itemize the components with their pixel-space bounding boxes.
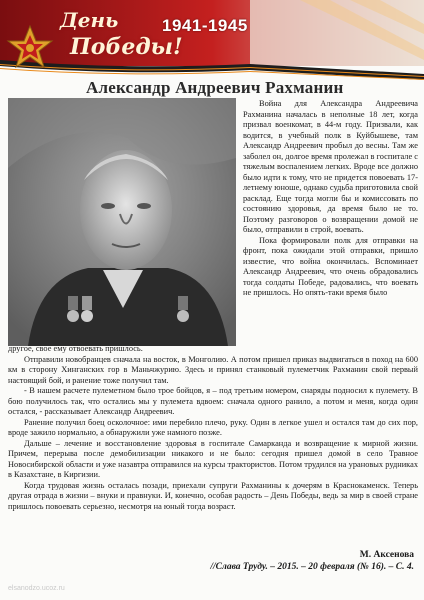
portrait-illustration [8, 98, 236, 346]
source-citation: //Слава Труду. – 2015. – 20 февраля (№ 16). – С. 4. [210, 562, 414, 572]
paragraph: Война для Александра Андреевича Рахманина началась в неполные 18 лет, когда призвал военкомат, в 44-м году. Призвали, как водится, в учебный полк в Куйбышеве, там Александр Андреевич пробыл до весны. Там же заболел он, долгое время пролежал в госпитале с тяжелым воспалением легких. Вроде все должно было идти к тому, что не придется повоевать 17-летнему юноше, однако судьба приготовила свой расклад. Еще тогда могли бы и комиссовать по состоянию здоровья, да время было не то. Поэтому разговоров о возвращении домой не было, отправили в строй, воевать. [243, 99, 418, 234]
paragraph: Пока формировали полк для отправки на фронт, пока ожидали этой отправки, пришло известие, что война окончилась. Вспоминает Александр Андреевич, что очень обрадовались тогда солдаты Победе, радовались, что воевать не пришлось. Но опять-таки время было [243, 235, 418, 297]
article-text-bottom [8, 344, 418, 512]
paragraph-continuation: другое, свое ему отвоевать пришлось. [8, 344, 143, 353]
victory-day-banner [0, 0, 424, 80]
banner-script-victory: Победы! [70, 34, 183, 60]
paragraph: Отправили новобранцев сначала на восток, в Монголию. А потом пришел приказ выдвигаться в поход на 600 км в сторону Хинганских гор в Маньчжурию. Здесь и принял станковый пулеметчик Рахманин свой первый настоящий бой, и ранение тоже получил там. [8, 354, 418, 385]
article-text-right [243, 99, 418, 299]
portrait-photo [8, 98, 236, 346]
author-signature: М. Аксенова [359, 550, 414, 560]
paragraph: Дальше – лечение и восстановление здоровья в госпитале Самарканда и возвращение к мирной жизни. Причем, перерыва после демобилизации никакого и не было: сегодня пришел домой в село Травное Новосибирской области и уже назавтра отправился на курсы трактористов. Потом трудился на урановых рудниках в Казахстане, в Киргизии. [8, 438, 418, 479]
banner-years: 1941-1945 [162, 16, 248, 35]
article-title: Александр Андреевич Рахманин [86, 78, 344, 97]
paragraph: Ранение получил боец осколочное: ими перебило плечо, руку. Один в легкое ушел и остался там до сих пор, вроде зажило нормально, а обнаружили уже намного позже. [8, 417, 418, 437]
paragraph: - В нашем расчете пулеметном было трое бойцов, я – под третьим номером, снаряды подносил к пулемету. В бою получилось так, что остались мы у пулемета вдвоем: сначала одного ранило, а потом и меня, когда один остался, - рассказывает Александр Андреевич. [8, 386, 418, 416]
banner-script-day: День [60, 8, 119, 32]
site-watermark: elsanodzo.ucoz.ru [8, 585, 65, 592]
paragraph: Когда трудовая жизнь осталась позади, приехали супруги Рахманины к дочерям в Краснокаменск. Теперь другая отрада в жизни – внуки и правнуки. И, конечно, особая радость – День Победы, ведь за мир в своей стране пришлось повоевать серьезно, несмотря на юный тогда возраст. [8, 480, 418, 511]
